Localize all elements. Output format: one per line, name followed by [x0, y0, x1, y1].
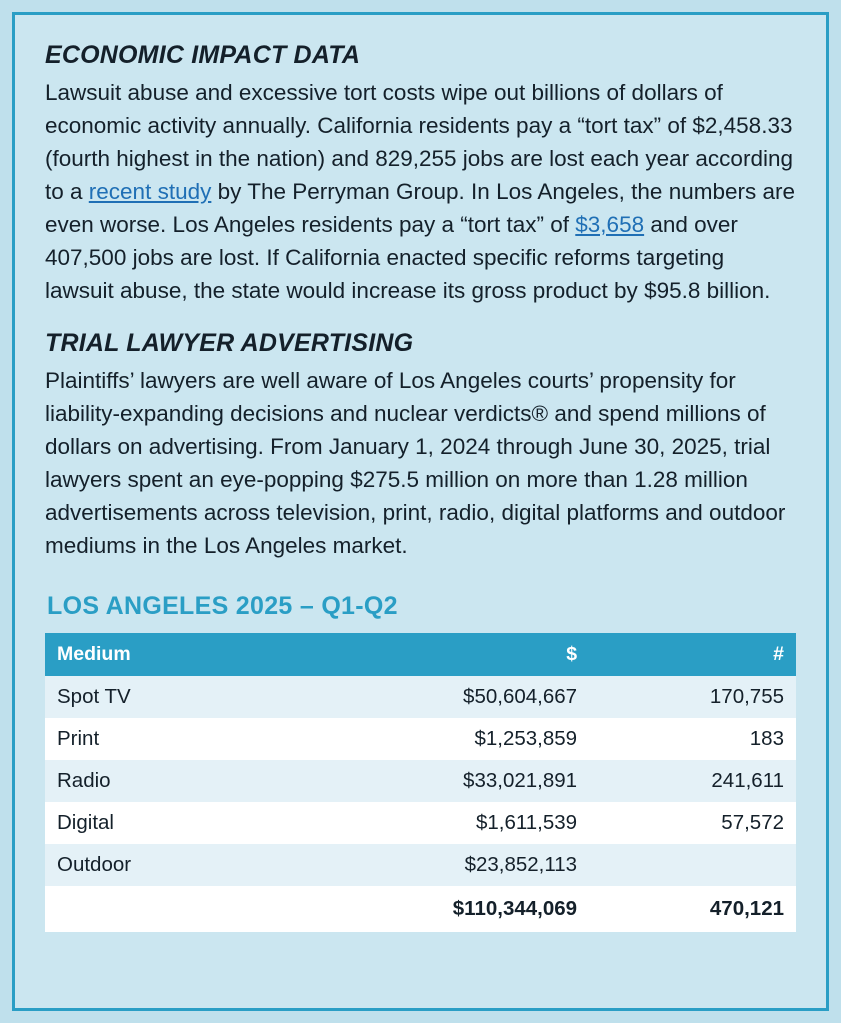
cell-medium: Print	[57, 727, 100, 750]
table-row	[45, 676, 796, 718]
cell-medium: Outdoor	[57, 853, 132, 876]
cell-dollar: $33,021,891	[463, 769, 578, 792]
economic-text-part3: and over 407,500 jobs are lost. If California enacted specific reforms targeting lawsuit abuse, the state would increase its gross product by $95.8 billion.	[45, 212, 771, 303]
table-row	[45, 718, 796, 760]
column-header-count: #	[589, 633, 796, 676]
table-title: LOS ANGELES 2025 – Q1-Q2	[47, 592, 398, 620]
cell-medium: Digital	[57, 811, 114, 834]
economic-impact-heading: ECONOMIC IMPACT DATA	[45, 41, 361, 69]
cell-dollar: $1,253,859	[474, 727, 578, 750]
table-row	[45, 802, 796, 844]
table-body	[45, 676, 796, 932]
cell-total-dollar: $110,344,069	[452, 897, 578, 920]
cell-medium: Spot TV	[57, 685, 131, 708]
cell-count	[589, 844, 796, 886]
cell-total-count: 470,121	[709, 897, 784, 920]
cell-dollar: $23,852,113	[464, 853, 578, 876]
table-header	[45, 633, 796, 676]
recent-study-link[interactable]: recent study	[88, 179, 212, 204]
advertising-spend-table	[45, 633, 796, 932]
table-row	[45, 760, 796, 802]
tort-tax-amount-link[interactable]: $3,658	[575, 212, 645, 237]
cell-count: 57,572	[721, 811, 784, 834]
trial-lawyer-advertising-heading: TRIAL LAWYER ADVERTISING	[45, 329, 414, 357]
economic-impact-paragraph	[45, 76, 796, 307]
table-row	[45, 844, 796, 886]
cell-total-label	[45, 886, 341, 932]
section-spacer	[45, 307, 796, 329]
column-header-dollar: $	[341, 633, 589, 676]
cell-count: 241,611	[711, 769, 784, 792]
trial-lawyer-advertising-paragraph: Plaintiffs’ lawyers are well aware of Los Angeles courts’ propensity for liability-expanding decisions and nuclear verdicts® and spend millions of dollars on advertising. From January 1, 2024 through June 30, 2025, trial lawyers spent an eye-popping $275.5 million on more than 1.28 million advertisements across television, print, radio, digital platforms and outdoor mediums in the Los Angeles market.	[45, 368, 786, 558]
cell-count: 170,755	[709, 685, 784, 708]
cell-dollar: $1,611,539	[475, 811, 578, 834]
cell-medium: Radio	[57, 769, 111, 792]
column-header-medium: Medium	[45, 633, 341, 676]
table-header-row	[45, 633, 796, 676]
table-total-row	[45, 886, 796, 932]
economic-text-part2: by The Perryman Group. In Los Angeles, the numbers are even worse. Los Angeles residents pay a “tort tax” of	[45, 179, 796, 237]
cell-count: 183	[749, 727, 784, 750]
cell-dollar: $50,604,667	[463, 685, 578, 708]
content-card	[12, 12, 829, 1011]
economic-text-part1: Lawsuit abuse and excessive tort costs wipe out billions of dollars of economic activity annually. California residents pay a “tort tax” of $2,458.33 (fourth highest in the nation) and 829,255 jobs are lost each year according to a	[45, 80, 793, 204]
